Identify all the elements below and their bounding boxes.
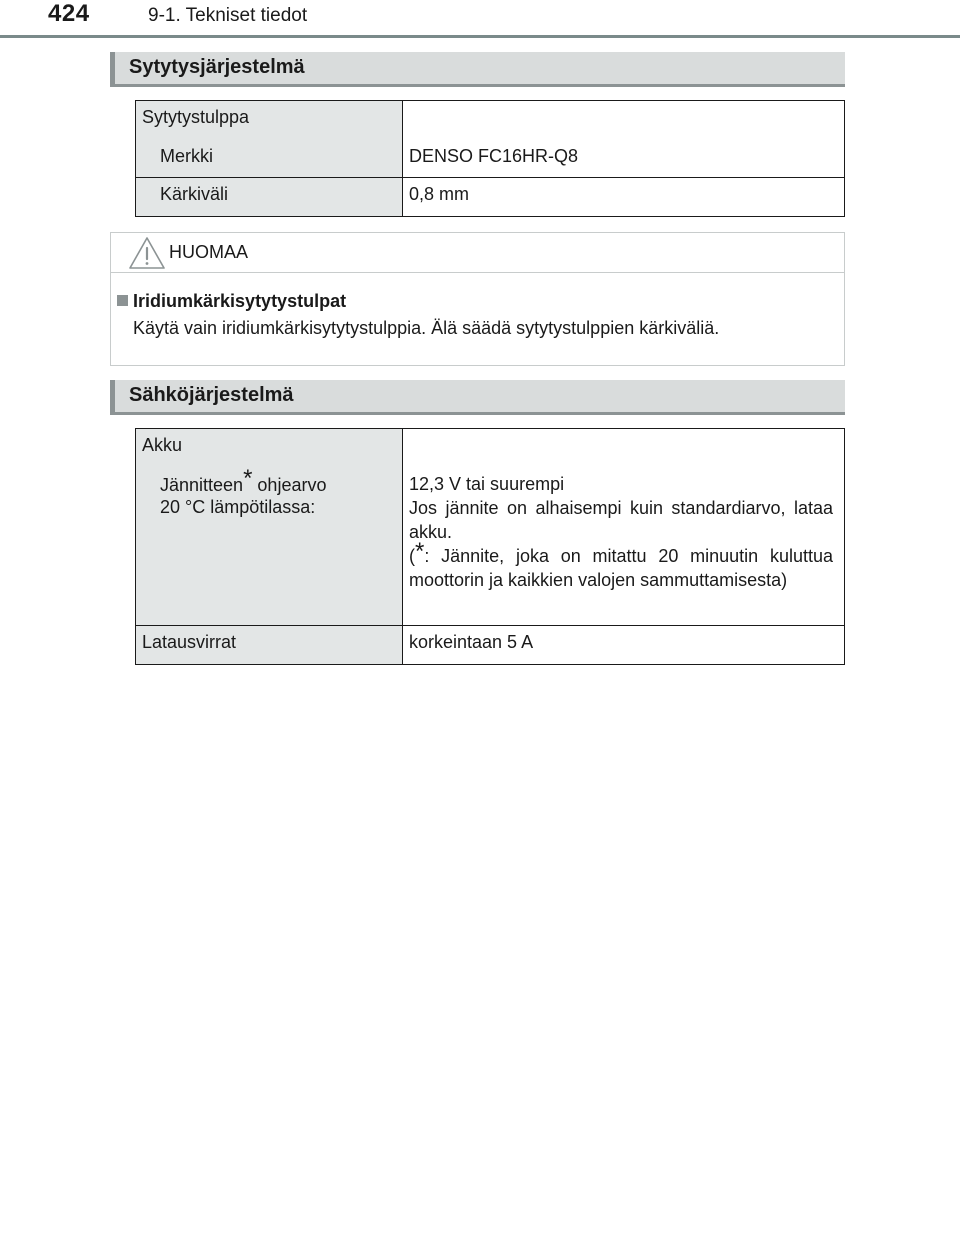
gap-label: Kärkiväli <box>160 184 229 204</box>
temperature-label: 20 °C lämpötilassa: <box>160 497 316 517</box>
brand-value-cell <box>403 101 845 178</box>
page-number: 424 <box>48 0 90 27</box>
asterisk-mark: * <box>243 465 253 492</box>
footnote-asterisk: * <box>415 538 425 565</box>
brand-label: Merkki <box>160 146 213 166</box>
spark-plug-label: Sytytystulppa <box>142 107 250 127</box>
table-row <box>136 626 845 665</box>
header-divider <box>0 35 960 38</box>
voltage-label-suffix: ohjearvo <box>252 475 327 495</box>
electrical-spec-table <box>135 428 845 665</box>
ignition-spec-table <box>135 100 845 217</box>
gap-label-cell <box>136 178 403 217</box>
voltage-footnote <box>409 538 833 592</box>
notice-header <box>111 233 844 273</box>
warning-triangle-icon <box>128 235 166 271</box>
bullet-square-icon <box>117 295 128 306</box>
notice-subtitle: Iridiumkärkisytytystulpat <box>133 291 347 311</box>
notice-title: HUOMAA <box>169 242 249 262</box>
footnote-paren: ( <box>409 546 415 566</box>
charge-current-value-cell <box>403 626 845 665</box>
table-row <box>136 429 845 626</box>
gap-value-cell <box>403 178 845 217</box>
table-row <box>136 101 845 178</box>
table-row <box>136 178 845 217</box>
chapter-title: 9-1. Tekniset tiedot <box>148 5 308 26</box>
notice-text: Käytä vain iridiumkärkisytytystulppia. Älä säädä sytytystulppien kärkiväliä. <box>133 318 720 338</box>
battery-label-cell <box>136 429 403 626</box>
voltage-label-text: Jännitteen <box>160 475 244 495</box>
spark-plug-label-cell <box>136 101 403 178</box>
charge-advice: Jos jännite on alhaisempi kuin standardiarvo, lataa akku. <box>409 498 833 542</box>
charge-current-value: korkeintaan 5 A <box>409 632 534 652</box>
voltage-label <box>136 465 402 496</box>
battery-label: Akku <box>142 435 183 455</box>
charge-current-label-cell <box>136 626 403 665</box>
footnote-text: : Jännite, joka on mitattu 20 minuutin kuluttua moottorin ja kaikkien valojen sammuttamisesta) <box>409 546 833 590</box>
voltage-value: 12,3 V tai suurempi <box>409 474 565 494</box>
brand-value: DENSO FC16HR-Q8 <box>409 146 579 166</box>
notice-box <box>110 232 845 366</box>
battery-value-block <box>403 472 839 592</box>
electrical-section-heading: Sähköjärjestelmä <box>110 380 845 415</box>
page-header <box>0 0 960 40</box>
gap-value: 0,8 mm <box>409 184 470 204</box>
ignition-section-heading: Sytytysjärjestelmä <box>110 52 845 87</box>
charge-current-label: Latausvirrat <box>142 632 237 652</box>
battery-value-cell <box>403 429 845 626</box>
